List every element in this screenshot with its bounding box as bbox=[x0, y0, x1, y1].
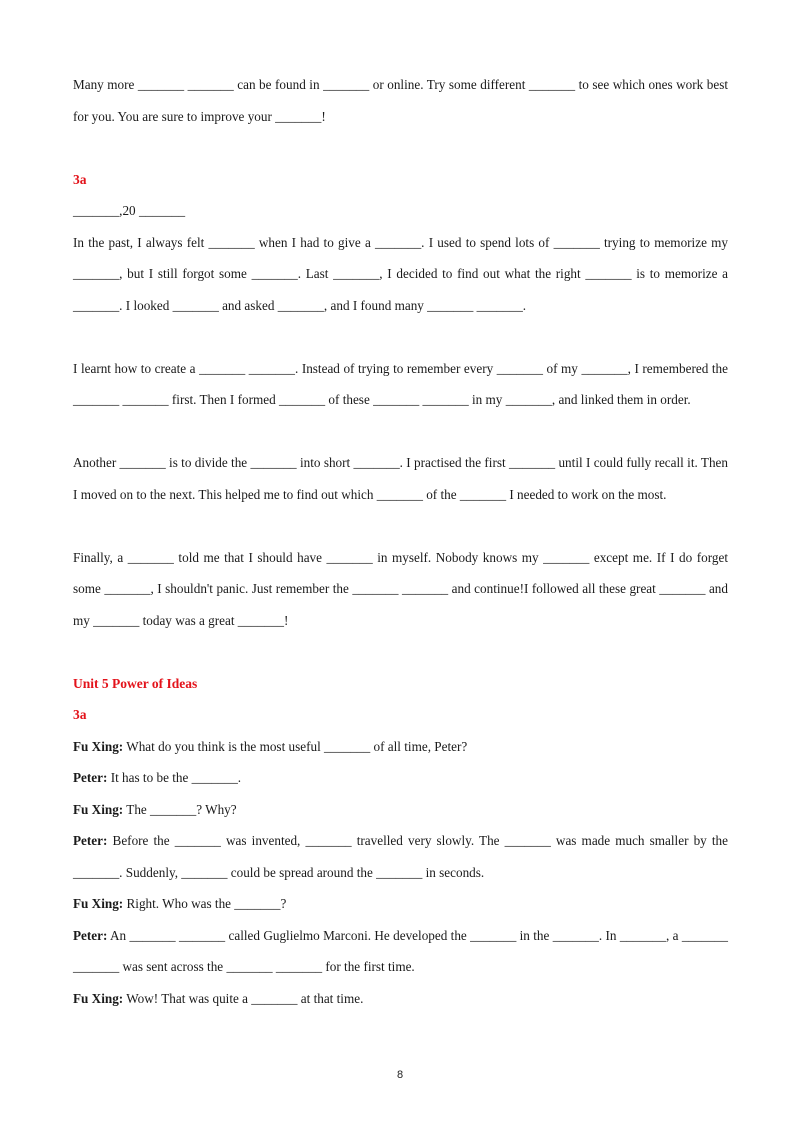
speaker-name: Peter: bbox=[73, 770, 108, 785]
speaker-name: Peter: bbox=[73, 833, 108, 848]
dialogue-line bbox=[73, 825, 728, 888]
dialogue-text: The _______? Why? bbox=[123, 801, 237, 817]
speaker-name: Fu Xing: bbox=[73, 990, 124, 1006]
dialogue-text: It has to be the _______. bbox=[107, 770, 242, 785]
paragraph-mind-map: I learnt how to create a _______ _______. Instead of trying to remember every _______ of my _______, I remembered the _______ _______ first. Then I formed _______ of these _______ _______ in my _______, and linked them in order. bbox=[73, 360, 728, 407]
speaker-name: Peter: bbox=[73, 927, 108, 943]
dialogue-line bbox=[73, 762, 728, 794]
dialogue-text: Right. Who was the _______? bbox=[123, 896, 287, 911]
dialogue-line bbox=[73, 983, 728, 1015]
dialogue-line bbox=[73, 794, 728, 826]
date-line: _______,20 _______ bbox=[73, 203, 186, 218]
page-number: 8 bbox=[396, 1069, 404, 1081]
unit-title: Unit 5 Power of Ideas bbox=[73, 675, 198, 691]
dialogue-line bbox=[73, 731, 728, 763]
paragraph-memorize-intro: In the past, I always felt _______ when I had to give a _______. I used to spend lots of _______ trying to memorize my _______, but I still forgot some _______. Last _______, I decided to find out what the right _______ is to memorize a _______. I looked _______ and asked _______, and I found many _______ _______. bbox=[73, 234, 728, 313]
dialogue-text: What do you think is the most useful _______ of all time, Peter? bbox=[123, 738, 468, 754]
speaker-name: Fu Xing: bbox=[73, 738, 124, 754]
spacer bbox=[73, 416, 728, 448]
spacer bbox=[73, 321, 728, 353]
speaker-name: Fu Xing: bbox=[73, 801, 124, 817]
dialogue-line bbox=[73, 920, 728, 983]
paragraph-divide-speech: Another _______ is to divide the _______ into short _______. I practised the first _______ until I could fully recall it. Then I moved on to the next. This helped me to find out which _______ of the _______ I needed to work on the most. bbox=[73, 455, 728, 502]
document-page bbox=[73, 69, 728, 1014]
section-heading-3a: 3a bbox=[73, 171, 87, 187]
dialogue-text: An _______ _______ called Guglielmo Marconi. He developed the _______ in the _______. In _______, a _______ _______ was sent across the _______ _______ for the first time. bbox=[73, 927, 728, 974]
paragraph-confidence: Finally, a _______ told me that I should have _______ in myself. Nobody knows my _______ except me. If I do forget some _______, I shouldn't panic. Just remember the _______ _______ and continue!I followed all these great _______ and my _______ today was a great _______! bbox=[73, 549, 728, 628]
dialogue-text: Wow! That was quite a _______ at that time. bbox=[123, 990, 364, 1006]
speaker-name: Fu Xing: bbox=[73, 896, 124, 911]
spacer bbox=[73, 510, 728, 542]
dialogue-line bbox=[73, 888, 728, 920]
spacer bbox=[73, 636, 728, 668]
section-heading-3a: 3a bbox=[73, 707, 87, 722]
spacer bbox=[73, 132, 728, 164]
paragraph-tips-conclusion: Many more _______ _______ can be found in _______ or online. Try some different _______ to see which ones work best for you. You are sure to improve your _______! bbox=[73, 77, 728, 124]
dialogue-text: Before the _______ was invented, _______ travelled very slowly. The _______ was made much smaller by the _______. Suddenly, _______ could be spread around the _______ in seconds. bbox=[73, 833, 728, 880]
